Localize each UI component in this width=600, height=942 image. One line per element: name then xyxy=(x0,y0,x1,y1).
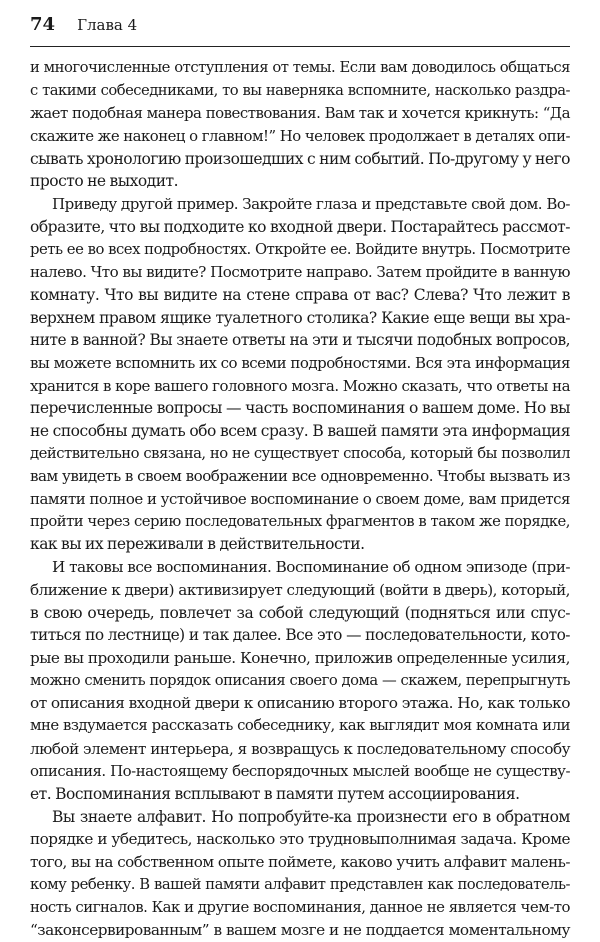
text-line: жает подобная манера повествования. Вам так и хочется крикнуть: “Да xyxy=(30,104,570,123)
text-line: перечисленные вопросы — часть воспоминания о вашем доме. Но вы xyxy=(30,399,570,418)
text-line: вам увидеть в своем воображении все одновременно. Чтобы вызвать из xyxy=(30,467,570,486)
text-line: налево. Что вы видите? Посмотрите направо. Затем пройдите в ванную xyxy=(30,263,570,282)
text-line: титься по лестнице) и так далее. Все это — последовательности, кото- xyxy=(30,626,570,645)
header-divider xyxy=(30,46,570,47)
text-line: Приведу другой пример. Закройте глаза и представьте свой дом. Во- xyxy=(52,195,570,214)
text-line: просто не выходит. xyxy=(30,172,179,191)
paragraph xyxy=(30,556,570,806)
text-line: от описания входной двери к описанию второго этажа. Но, как только xyxy=(30,694,570,713)
text-line: ните в ванной? Вы знаете ответы на эти и тысячи подобных вопросов, xyxy=(30,331,570,350)
text-line: с такими собеседниками, то вы наверняка вспомните, насколько раздра- xyxy=(30,81,570,99)
text-line: как вы их переживали в действительности. xyxy=(30,535,365,554)
text-line: “законсервированным” в вашем мозге и не поддается моментальному xyxy=(30,921,570,940)
text-line: ность сигналов. Как и другие воспоминания, данное не является чем-то xyxy=(30,898,570,917)
text-line: действительно связана, но не существует способа, который бы позволил xyxy=(30,444,570,462)
page-number: 74 xyxy=(30,14,56,35)
chapter-title: Глава 4 xyxy=(77,16,138,34)
text-line: рые вы проходили раньше. Конечно, приложив определенные усилия, xyxy=(30,648,570,667)
text-line: порядке и убедитесь, насколько это трудновыполнимая задача. Кроме xyxy=(30,830,570,849)
text-line: И таковы все воспоминания. Воспоминание об одном эпизоде (при- xyxy=(52,558,570,577)
text-line: Вы знаете алфавит. Но попробуйте-ка произнести его в обратном xyxy=(52,807,570,826)
text-line: мне вздумается рассказать собеседнику, как выглядит моя комната или xyxy=(30,716,570,734)
text-line: не способны думать обо всем сразу. В вашей памяти эта информация xyxy=(30,422,570,440)
text-line: образите, что вы подходите ко входной двери. Постарайтесь рассмот- xyxy=(30,217,570,236)
text-line: пройти через серию последовательных фрагментов в таком же порядке, xyxy=(30,512,570,530)
text-line: скажите же наконец о главном!” Но человек продолжает в деталях опи- xyxy=(30,127,570,146)
text-line: памяти полное и устойчивое воспоминание о своем доме, вам придется xyxy=(30,490,570,509)
paragraph xyxy=(30,193,570,556)
text-line: комнату. Что вы видите на стене справа от вас? Слева? Что лежит в xyxy=(30,285,570,304)
text-line: описания. По-настоящему беспорядочных мыслей вообще не существу- xyxy=(30,762,570,781)
text-line: верхнем правом ящике туалетного столика? Какие еще вещи вы хра- xyxy=(30,308,570,327)
text-line: и многочисленные отступления от темы. Если вам доводилось общаться xyxy=(30,59,570,76)
text-line: сывать хронологию произошедших с ним событий. По-другому у него xyxy=(30,149,570,168)
text-line: любой элемент интерьера, я возвращусь к последовательному способу xyxy=(30,739,570,758)
text-line: можно сменить порядок описания своего дома — скажем, перепрыгнуть xyxy=(30,671,570,689)
text-line: хранится в коре вашего головного мозга. Можно сказать, что ответы на xyxy=(30,376,570,395)
text-line: ближение к двери) активизирует следующий (войти в дверь), который, xyxy=(30,580,570,599)
text-line: кому ребенку. В вашей памяти алфавит представлен как последователь- xyxy=(30,875,570,893)
text-line: в свою очередь, повлечет за собой следующий (подняться или спус- xyxy=(30,603,570,622)
running-header xyxy=(30,14,570,40)
text-line: ет. Воспоминания всплывают в памяти путем ассоциирования. xyxy=(30,785,520,803)
text-line: того, вы на собственном опыте поймете, каково учить алфавит малень- xyxy=(30,853,570,872)
body-text xyxy=(30,57,570,942)
paragraph xyxy=(30,806,570,942)
text-line: реть ее во всех подробностях. Откройте ее. Войдите внутрь. Посмотрите xyxy=(30,240,570,258)
text-line: вы можете вспомнить их со всеми подробностями. Вся эта информация xyxy=(30,353,570,372)
paragraph xyxy=(30,57,570,193)
